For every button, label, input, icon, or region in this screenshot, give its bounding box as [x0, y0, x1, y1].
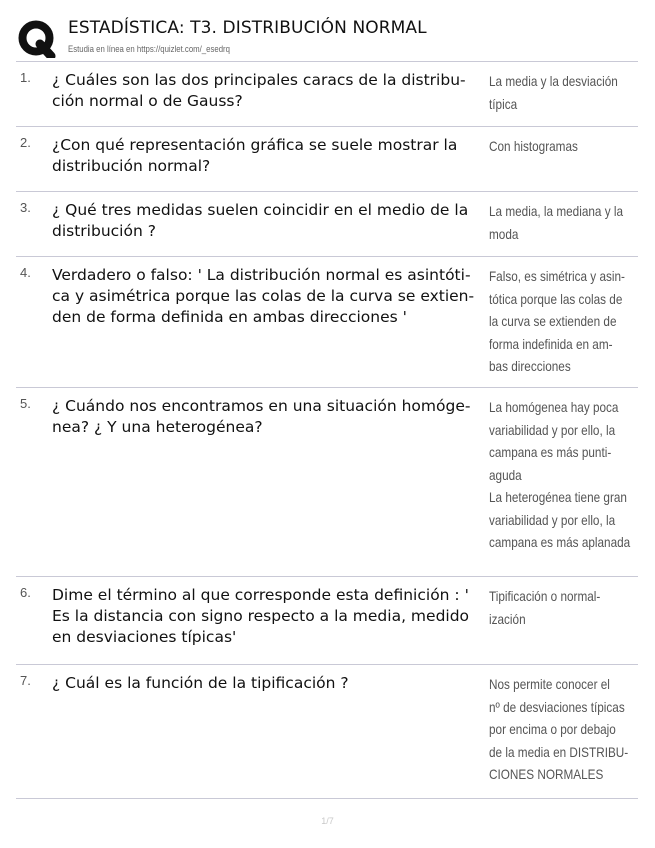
question-line: ¿ Cuál es la función de la tipificación ? — [52, 674, 349, 692]
question-line: ¿ Qué tres medidas suelen coincidir en el medio de la — [52, 201, 469, 219]
card-question — [52, 200, 488, 242]
question-line: ¿ Cuáles son las dos principales caracs de la distribu- — [52, 71, 466, 89]
answer-line: Con histogramas — [489, 138, 578, 154]
flashcard-row — [16, 192, 638, 257]
card-number: 5. — [20, 396, 31, 411]
answer-line: bas direcciones — [489, 358, 571, 374]
answer-line: moda — [489, 225, 519, 242]
card-answer — [489, 70, 632, 115]
card-answer — [489, 265, 632, 378]
answer-line: tótica porque las colas de — [489, 290, 623, 307]
card-number: 1. — [20, 70, 31, 85]
answer-line: campana es más aplanada — [489, 534, 631, 550]
card-question — [52, 70, 488, 112]
card-number: 6. — [20, 585, 31, 600]
flashcard-row — [16, 127, 638, 192]
page-header — [16, 14, 638, 64]
card-question — [52, 585, 488, 648]
question-line: Dime el término al que corresponde esta definición : ' — [52, 586, 469, 604]
answer-line: La media, la mediana y la — [489, 203, 624, 219]
document-subtitle: Estudia en línea en https://quizlet.com/_esedrq — [68, 44, 230, 55]
card-question — [52, 135, 488, 177]
flashcard-row — [16, 577, 638, 665]
answer-line: la curva se extienden de — [489, 313, 617, 329]
question-line: distribución ? — [52, 222, 156, 240]
card-answer — [489, 673, 632, 786]
answer-line: Falso, es simétrica y asin- — [489, 268, 625, 284]
answer-line: La media y la desviación — [489, 73, 618, 89]
answer-line: ización — [489, 610, 526, 627]
answer-line: Tipificación o normal- — [489, 588, 601, 604]
answer-line: de la media en DISTRIBU- — [489, 743, 629, 760]
card-number: 4. — [20, 265, 31, 280]
card-question — [52, 396, 488, 438]
question-line: ¿ Cuándo nos encontramos en una situación homóge- — [52, 397, 471, 415]
answer-line: por encima o por debajo — [489, 721, 616, 737]
card-answer — [489, 135, 632, 158]
document-title: ESTADÍSTICA: T3. DISTRIBUCIÓN NORMAL — [68, 18, 427, 38]
card-answer — [489, 200, 632, 245]
answer-line: típica — [489, 95, 518, 112]
question-line: Es la distancia con signo respecto a la media, medido — [52, 607, 470, 625]
flashcard-row — [16, 665, 638, 799]
card-number: 7. — [20, 673, 31, 688]
answer-line: La heterogénea tiene gran — [489, 489, 627, 505]
answer-line: variabilidad y por ello, la — [489, 511, 616, 528]
answer-line: campana es más punti- — [489, 444, 612, 460]
card-question — [52, 265, 488, 328]
flashcard-row — [16, 62, 638, 127]
answer-line: nº de desviaciones típicas — [489, 698, 625, 715]
flashcard-row — [16, 388, 638, 577]
card-number: 3. — [20, 200, 31, 215]
question-line: ca y asimétrica porque las colas de la curva se extien- — [52, 287, 475, 305]
answer-line: aguda — [489, 466, 522, 483]
flashcard-list — [16, 61, 638, 799]
card-answer — [489, 585, 632, 630]
answer-line: CIONES NORMALES — [489, 766, 604, 782]
card-number: 2. — [20, 135, 31, 150]
question-line: en desviaciones típicas' — [52, 628, 237, 646]
answer-line: forma indefinida en am- — [489, 335, 613, 352]
answer-line: La homógenea hay poca — [489, 399, 619, 415]
page-number: 1/7 — [321, 816, 334, 826]
question-line: nea? ¿ Y una heterogénea? — [52, 418, 263, 436]
question-line: Verdadero o falso: ' La distribución normal es asintóti- — [52, 266, 471, 284]
question-line: distribución normal? — [52, 157, 211, 175]
question-line: den de forma definida en ambas direcciones ' — [52, 308, 407, 326]
answer-line: Nos permite conocer el — [489, 676, 610, 692]
question-line: ¿Con qué representación gráfica se suele mostrar la — [52, 136, 458, 154]
quizlet-logo-icon — [18, 20, 56, 58]
answer-line: variabilidad y por ello, la — [489, 421, 616, 438]
flashcard-row — [16, 257, 638, 388]
card-question — [52, 673, 488, 694]
question-line: ción normal o de Gauss? — [52, 92, 243, 110]
card-answer — [489, 396, 632, 554]
